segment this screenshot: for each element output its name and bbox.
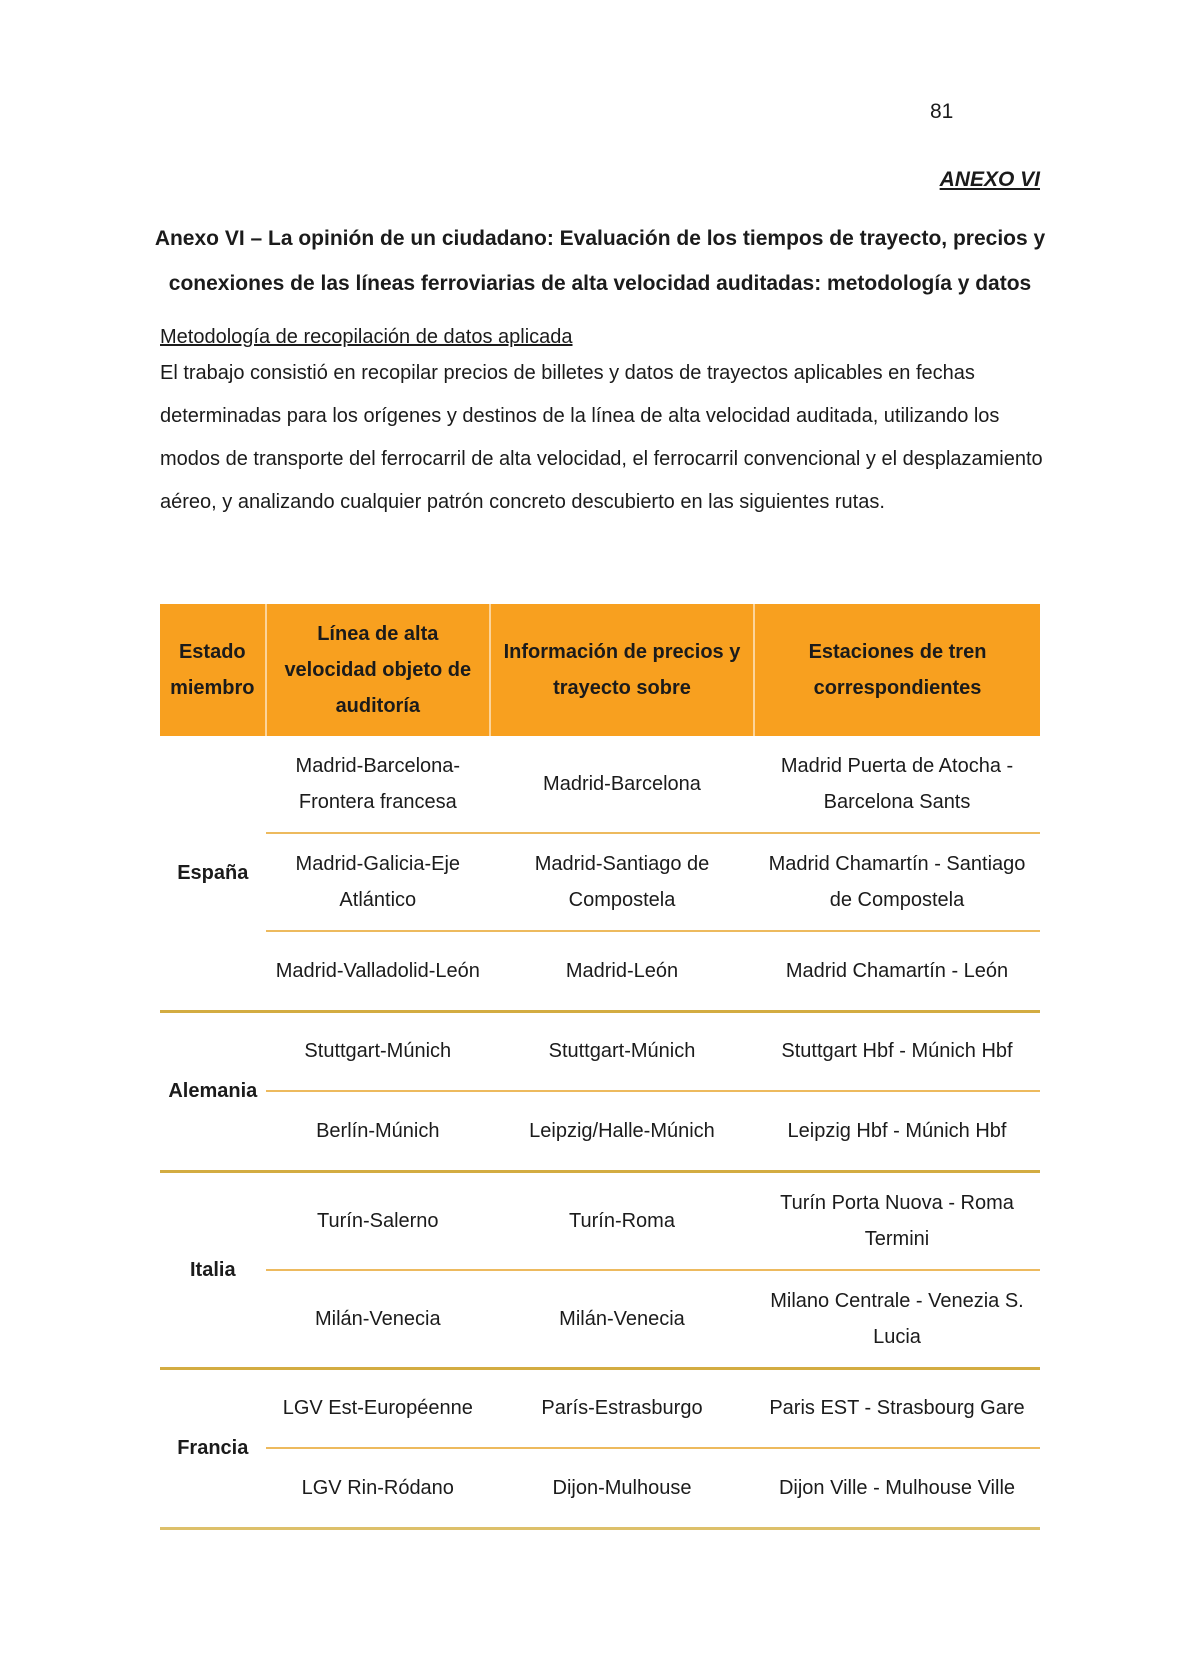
country-group-espana [160,736,1040,1011]
table-header [160,604,1040,736]
info-cell: Madrid-León [490,931,754,1011]
table-row [160,1270,1040,1369]
country-cell: Italia [190,1258,236,1281]
line-cell: LGV Rin-Ródano [266,1448,490,1528]
stations-cell: Madrid Chamartín - Santiago de Compostela [754,833,1040,931]
column-header-informacion-precios: Información de precios y trayecto sobre [490,604,754,736]
page-number: 81 [930,100,954,123]
table-row [160,1448,1040,1528]
info-cell: Leipzig/Halle-Múnich [490,1091,754,1171]
line-cell: Turín-Salerno [317,1209,439,1232]
stations-cell: Leipzig Hbf - Múnich Hbf [754,1091,1040,1171]
stations-cell: Stuttgart Hbf - Múnich Hbf [781,1040,1013,1063]
line-cell: Madrid-Galicia-Eje Atlántico [266,833,490,931]
line-cell: Milán-Venecia [266,1270,490,1369]
stations-cell: Turín Porta Nuova - Roma Termini [780,1191,1014,1250]
country-group-italia [160,1171,1040,1368]
column-header-linea-alta-velocidad: Línea de alta velocidad objeto de auditoría [266,604,490,736]
table-row [160,736,1040,833]
country-group-francia [160,1368,1040,1528]
country-cell: Alemania [168,1080,258,1102]
table-row [160,1011,1040,1091]
country-cell: España [177,861,249,884]
routes-table [160,604,1040,1530]
line-cell: LGV Est-Européenne [282,1397,473,1420]
info-cell: Turín-Roma [569,1209,675,1232]
stations-cell: Dijon Ville - Mulhouse Ville [754,1448,1040,1528]
country-group-alemania [160,1011,1040,1171]
line-cell: Stuttgart-Múnich [304,1040,452,1063]
line-cell: Madrid-Valladolid-León [266,931,490,1011]
column-header-estado-miembro: Estado miembro [160,604,266,736]
section-heading: Metodología de recopilación de datos aplicada [160,326,573,348]
info-cell: Madrid-Barcelona [543,773,701,795]
body-paragraph: El trabajo consistió en recopilar precios de billetes y datos de trayectos aplicables en fechas determinadas para los orígenes y destinos de la línea de alta velocidad auditada, utilizando los modos de transporte del ferrocarril de alta velocidad, el ferrocarril convencional y el desplazamiento aéreo, y analizando cualquier patrón concreto descubierto en las siguientes rutas. [160,362,1043,513]
stations-cell: Paris EST - Strasbourg Gare [769,1397,1025,1420]
table-row [160,1368,1040,1448]
line-cell: Berlín-Múnich [266,1091,490,1171]
info-cell: Milán-Venecia [490,1270,754,1369]
routes-table-container [160,604,1040,1530]
stations-cell: Madrid Puerta de Atocha - Barcelona Sants [780,755,1014,813]
table-row [160,833,1040,931]
table-row [160,931,1040,1011]
line-cell: Madrid-Barcelona-Frontera francesa [295,755,461,813]
info-cell: Dijon-Mulhouse [490,1448,754,1528]
document-title: Anexo VI – La opinión de un ciudadano: Evaluación de los tiempos de trayecto, precios y conexiones de las líneas ferroviarias de alta velocidad auditadas: metodología y datos [154,227,1046,295]
table-row [160,1091,1040,1171]
stations-cell: Madrid Chamartín - León [754,931,1040,1011]
info-cell: Stuttgart-Múnich [548,1040,696,1063]
annex-label: ANEXO VI [939,168,1040,191]
stations-cell: Milano Centrale - Venezia S. Lucia [754,1270,1040,1369]
table-row [160,1171,1040,1270]
info-cell: París-Estrasburgo [541,1397,703,1420]
column-header-estaciones-tren: Estaciones de tren correspondientes [754,604,1040,736]
info-cell: Madrid-Santiago de Compostela [490,833,754,931]
country-cell: Francia [177,1437,249,1459]
